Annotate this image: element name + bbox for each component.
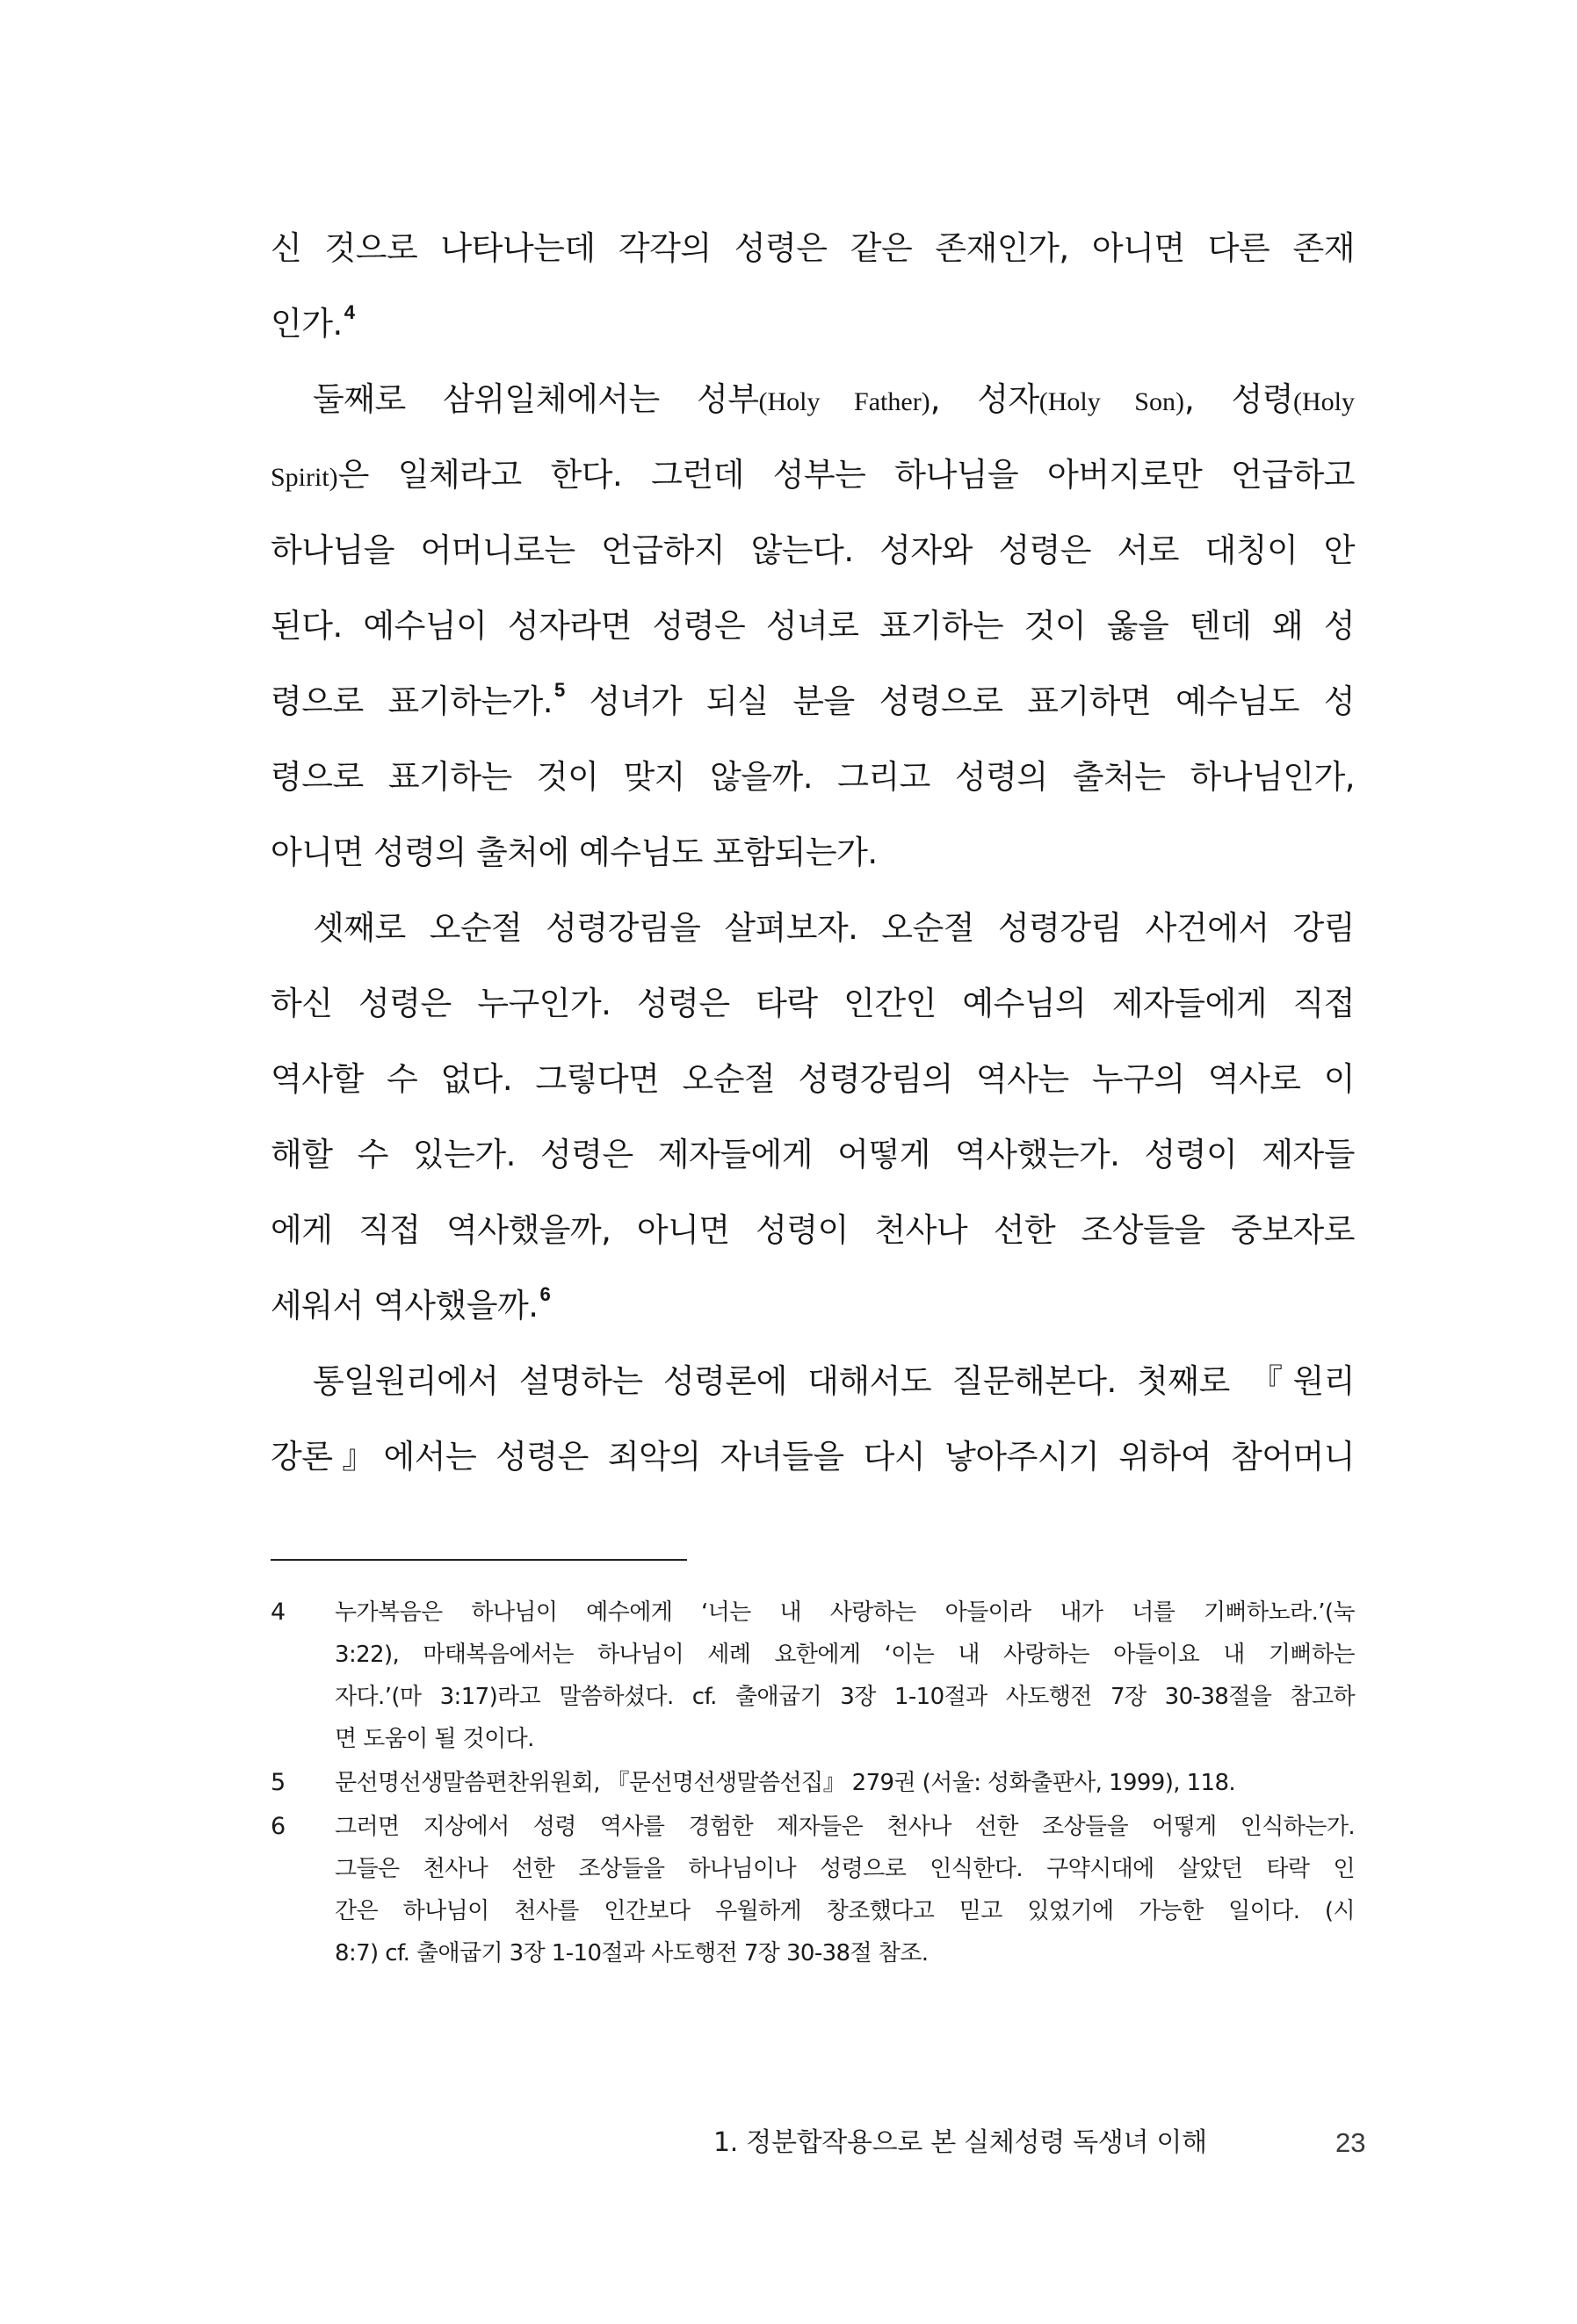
body-line — [271, 437, 1355, 513]
body-line — [271, 286, 1355, 362]
latin-gloss: Spirit) — [271, 463, 338, 492]
running-footer — [713, 2124, 1207, 2162]
line-text: , 성자 — [930, 380, 1039, 418]
line-text: 인가. — [271, 305, 343, 343]
footnote-line: 그들은 천사나 선한 조상들을 하나님이나 성령으로 인식한다. 구약시대에 살았던 타락 인 — [335, 1856, 1355, 1882]
line-text: 하나님을 어머니로는 언급하지 않는다. 성자와 성령은 서로 대칭이 안 — [271, 531, 1355, 569]
footnote-number: 4 — [271, 1599, 286, 1626]
body-line — [271, 1042, 1355, 1117]
body-line — [271, 966, 1355, 1042]
footnote-line: 그러면 지상에서 성령 역사를 경험한 제자들은 천사나 선한 조상들을 어떻게 인식하는가. — [335, 1814, 1355, 1840]
footnote-ref-6[interactable]: 6 — [539, 1283, 551, 1305]
line-text: 된다. 예수님이 성자라면 성령은 성녀로 표기하는 것이 옳을 텐데 왜 성 — [271, 607, 1355, 645]
footnote-line: 간은 하나님이 천사를 인간보다 우월하게 창조했다고 믿고 있었기에 가능한 일이다. (시 — [335, 1898, 1355, 1924]
line-text: 하신 성령은 누구인가. 성령은 타락 인간인 예수님의 제자들에게 직접 — [271, 985, 1355, 1022]
body-line — [271, 1117, 1355, 1193]
footnote-ref-5[interactable]: 5 — [553, 679, 565, 701]
footnote-ref-4[interactable]: 4 — [344, 301, 355, 323]
body-line — [313, 891, 1355, 966]
body-line — [271, 1419, 1355, 1495]
line-text: 에게 직접 역사했을까, 아니면 성령이 천사나 선한 조상들을 중보자로 — [271, 1211, 1355, 1249]
body-line — [271, 588, 1355, 664]
line-text: 은 일체라고 한다. 그런데 성부는 하나님을 아버지로만 언급하고 — [337, 456, 1355, 494]
line-text: 성녀가 되실 분을 성령으로 표기하면 예수님도 성 — [564, 682, 1355, 720]
line-text: 셋째로 오순절 성령강림을 살펴보자. 오순절 성령강림 사건에서 강림 — [313, 909, 1355, 947]
page-number: 23 — [1335, 2127, 1366, 2158]
running-title: 1. 정분합작용으로 본 실체성령 독생녀 이해 — [713, 2127, 1207, 2158]
line-text: , 성령 — [1183, 380, 1293, 418]
line-text: 둘째로 삼위일체에서는 성부 — [313, 380, 759, 418]
body-line — [271, 664, 1355, 740]
line-text: 령으로 표기하는 것이 맞지 않을까. 그리고 성령의 출처는 하나님인가, — [271, 758, 1355, 796]
footnote-line: 자다.’(마 3:17)라고 말씀하셨다. cf. 출애굽기 3장 1-10절과 사도행전 7장 30-38절을 참고하 — [335, 1684, 1355, 1710]
line-text: 통일원리에서 설명하는 성령론에 대해서도 질문해본다. 첫째로 『원리 — [313, 1362, 1355, 1400]
line-text: 신 것으로 나타나는데 각각의 성령은 같은 존재인가, 아니면 다른 존재 — [271, 229, 1355, 267]
footnote-separator — [271, 1559, 687, 1561]
latin-gloss: (Holy Son) — [1038, 387, 1184, 416]
footnote-line: 문선명선생말씀편찬위원회, 『문선명선생말씀선집』 279권 (서울: 성화출판사, 1999), 118. — [335, 1770, 1236, 1796]
body-line — [271, 740, 1355, 815]
latin-gloss: (Holy Father) — [758, 387, 930, 416]
body-line — [271, 815, 1355, 891]
line-text: 역사할 수 없다. 그렇다면 오순절 성령강림의 역사는 누구의 역사로 이 — [271, 1060, 1355, 1098]
footnote-number: 6 — [271, 1813, 286, 1840]
body-line — [271, 1193, 1355, 1268]
line-text: 세워서 역사했을까. — [271, 1287, 539, 1324]
footnote-line: 3:22), 마태복음에서는 하나님이 세례 요한에게 ‘이는 내 사랑하는 아들이요 내 기뻐하는 — [335, 1642, 1355, 1668]
footnote-number: 5 — [271, 1769, 286, 1796]
line-text: 해할 수 있는가. 성령은 제자들에게 어떻게 역사했는가. 성령이 제자들 — [271, 1136, 1355, 1173]
line-text: 강론』에서는 성령은 죄악의 자녀들을 다시 낳아주시기 위하여 참어머니 — [271, 1438, 1355, 1476]
line-text: 령으로 표기하는가. — [271, 682, 553, 720]
footnote-line: 누가복음은 하나님이 예수에게 ‘너는 내 사랑하는 아들이라 내가 너를 기뻐하노라.’(눅 — [335, 1599, 1355, 1626]
latin-gloss: (Holy — [1293, 387, 1355, 416]
line-text: 아니면 성령의 출처에 예수님도 포함되는가. — [271, 834, 878, 871]
body-line — [313, 362, 1355, 437]
footnote-line: 8:7) cf. 출애굽기 3장 1-10절과 사도행전 7장 30-38절 참조. — [335, 1940, 929, 1967]
body-line — [271, 1268, 1355, 1344]
body-line — [271, 211, 1355, 286]
body-line — [313, 1344, 1355, 1419]
body-line — [271, 513, 1355, 588]
footnote-line: 면 도움이 될 것이다. — [335, 1726, 534, 1752]
